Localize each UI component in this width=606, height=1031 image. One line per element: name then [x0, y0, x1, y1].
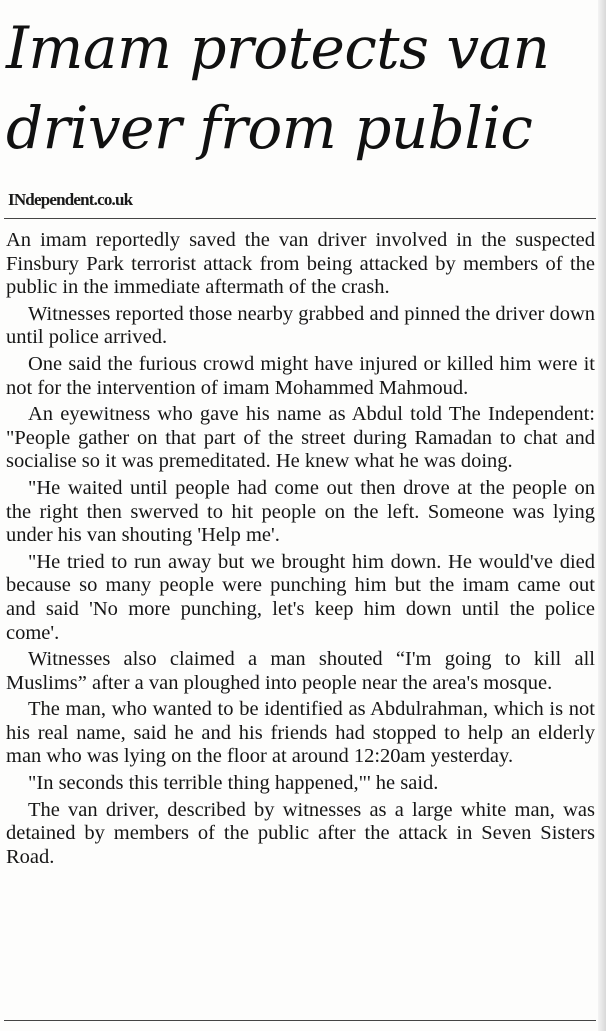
paragraph-7: Witnesses also claimed a man shouted “I'm going to kill all Muslims” after a van ploughed into people near the area's mosque.: [6, 648, 595, 694]
headline: Imam protects van driver from public: [6, 14, 550, 162]
paragraph-3: One said the furious crowd might have injured or killed him were it not for the intervention of imam Mohammed Mahmoud.: [6, 352, 595, 399]
paragraph-10: The van driver, described by witnesses as a large white man, was detained by members of the public after the attack in Seven Sisters Road.: [6, 798, 595, 868]
paragraph-1: An imam reportedly saved the van driver involved in the suspected Finsbury Park terrorist attack from being attacked by members of the public in the immediate aftermath of the crash.: [6, 229, 595, 299]
source-credit: INdependent.co.uk: [8, 190, 133, 209]
paragraph-4: An eyewitness who gave his name as Abdul told The Independent: "People gather on that part of the street during Ramadan to chat and socialise so it was premeditated. He knew what he was doing.: [6, 403, 595, 473]
paragraph-8: The man, who wanted to be identified as Abdulrahman, which is not his real name, said he and his friends had stopped to help an elderly man who was lying on the floor at around 12:20am yesterday.: [6, 698, 595, 768]
paragraph-6: "He tried to run away but we brought him down. He would've died because so many people were punching him but the imam came out and said 'No more punching, let's keep him down until the police come'.: [6, 550, 595, 644]
paragraph-5: "He waited until people had come out then drove at the people on the right then swerved to hit people on the left. Someone was lying under his van shouting 'Help me'.: [6, 476, 595, 547]
bottom-rule: [4, 1020, 596, 1021]
article-body: [6, 229, 595, 872]
paragraph-9: "In seconds this terrible thing happened,"' he said.: [28, 772, 439, 795]
page-edge-shadow: [598, 0, 606, 1031]
paragraph-2: Witnesses reported those nearby grabbed and pinned the driver down until police arrived.: [6, 302, 595, 349]
top-rule: [4, 218, 596, 219]
